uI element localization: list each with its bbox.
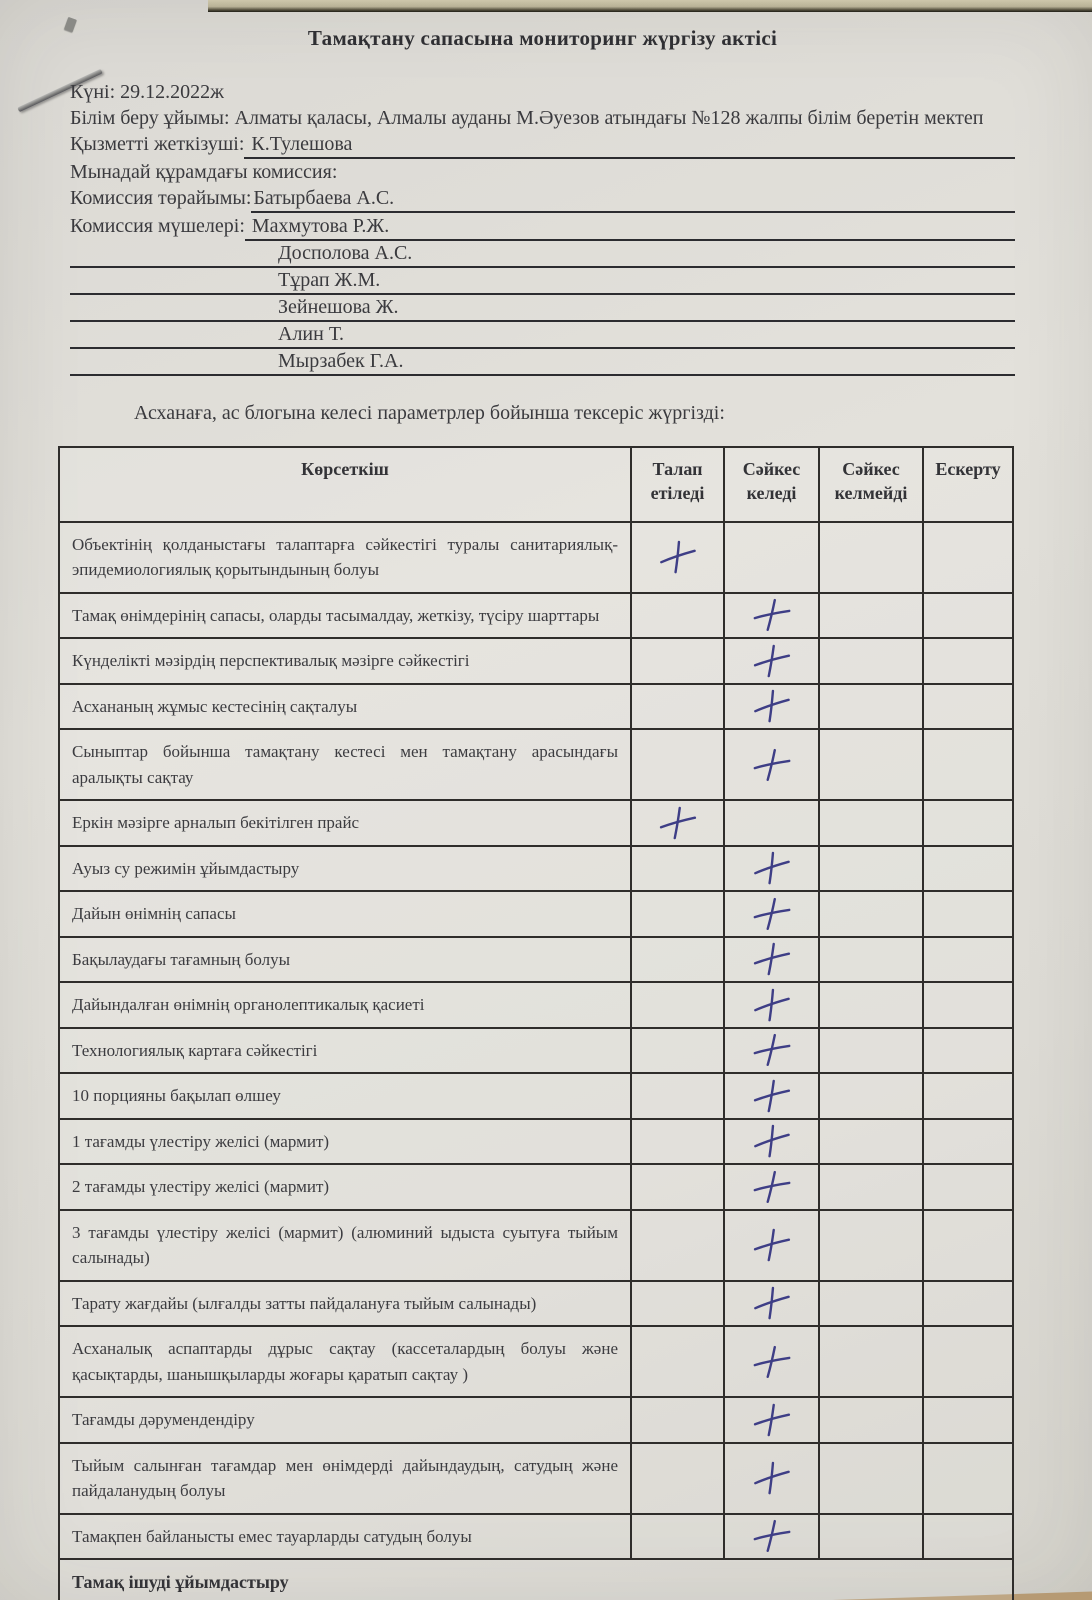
empty-cell [819, 1028, 923, 1074]
empty-cell [819, 1164, 923, 1210]
handwritten-check-cell [724, 1397, 819, 1443]
row-label: Дайын өнімнің сапасы [59, 891, 631, 937]
handwritten-check-cell [724, 1119, 819, 1165]
handwritten-check-cell [724, 982, 819, 1028]
table-row [59, 1119, 1013, 1165]
commission-member-line [70, 268, 1015, 295]
column-header: Сәйкес келмейді [819, 447, 923, 522]
row-label: Бақылаудағы тағамның болуы [59, 937, 631, 983]
commission-intro: Мынадай құрамдағы комиссия: [70, 161, 338, 183]
table-row [59, 1028, 1013, 1074]
empty-cell [631, 982, 724, 1028]
empty-cell [631, 593, 724, 639]
empty-cell [631, 1164, 724, 1210]
row-label: Ауыз су режимін ұйымдастыру [59, 846, 631, 892]
row-label: Дайындалған өнімнің органолептикалық қасиеті [59, 982, 631, 1028]
table-row [59, 937, 1013, 983]
commission-member-name: Алин Т. [278, 323, 345, 345]
empty-cell [923, 982, 1013, 1028]
table-row [59, 593, 1013, 639]
row-label: Тарату жағдайы (ылғалды затты пайдалануға тыйым салынады) [59, 1281, 631, 1327]
empty-cell [631, 1028, 724, 1074]
handwritten-check-cell [631, 800, 724, 846]
handwritten-check-cell [724, 593, 819, 639]
empty-cell [631, 1210, 724, 1281]
empty-cell [631, 1073, 724, 1119]
organization-line: Білім беру ұйымы: Алматы қаласы, Алмалы ауданы М.Әуезов атындағы №128 жалпы білім беретін мектеп [70, 107, 984, 129]
empty-cell [923, 593, 1013, 639]
table-row [59, 1397, 1013, 1443]
row-label: Күнделікті мәзірдің перспективалық мәзірге сәйкестігі [59, 638, 631, 684]
empty-cell [819, 1326, 923, 1397]
empty-cell [923, 1514, 1013, 1560]
empty-cell [631, 846, 724, 892]
commission-member-line [70, 295, 1015, 322]
empty-cell [819, 846, 923, 892]
table-row [59, 522, 1013, 593]
row-label: 3 тағамды үлестіру желісі (мармит) (алюминий ыдыста суытуға тыйым салынады) [59, 1210, 631, 1281]
date-line: Күні: 29.12.2022ж [70, 81, 224, 103]
empty-cell [631, 1281, 724, 1327]
plus-check-icon [751, 1401, 792, 1438]
provider-name: К.Тулешова [244, 131, 1015, 159]
plus-check-icon [751, 1343, 793, 1381]
empty-cell [819, 593, 923, 639]
plus-check-icon [751, 596, 793, 634]
empty-cell [631, 937, 724, 983]
plus-check-icon [751, 941, 792, 978]
handwritten-check-cell [724, 937, 819, 983]
desk-edge [208, 0, 1092, 12]
plus-check-icon [656, 538, 698, 577]
empty-cell [819, 638, 923, 684]
empty-cell [923, 800, 1013, 846]
table-row [59, 1073, 1013, 1119]
row-label: 2 тағамды үлестіру желісі (мармит) [59, 1164, 631, 1210]
row-label: Технологиялық картаға сәйкестігі [59, 1028, 631, 1074]
handwritten-check-cell [724, 638, 819, 684]
empty-cell [631, 1443, 724, 1514]
row-label: Объектінің қолданыстағы талаптарға сәйкестігі туралы санитариялық-эпидемиологиялық қорытындының болуы [59, 522, 631, 593]
empty-cell [923, 891, 1013, 937]
empty-cell [631, 684, 724, 730]
empty-cell [631, 638, 724, 684]
table-row [59, 891, 1013, 937]
table-row [59, 1514, 1013, 1560]
empty-cell [923, 1210, 1013, 1281]
handwritten-check-cell [724, 1164, 819, 1210]
plus-check-icon [751, 1077, 792, 1114]
empty-cell [819, 1443, 923, 1514]
commission-member-name: Досполова А.С. [278, 242, 413, 264]
handwritten-check-cell [724, 729, 819, 800]
commission-chair-line [70, 185, 1015, 213]
empty-cell [631, 891, 724, 937]
commission-member-line [70, 241, 1015, 268]
row-label: 1 тағамды үлестіру желісі (мармит) [59, 1119, 631, 1165]
empty-cell [819, 891, 923, 937]
empty-cell [923, 729, 1013, 800]
handwritten-check-cell [724, 846, 819, 892]
commission-member-name: Мырзабек Г.А. [278, 350, 404, 372]
row-label: Тамақпен байланысты емес тауарларды сатудың болуы [59, 1514, 631, 1560]
provider-line [70, 131, 1015, 159]
empty-cell [631, 1326, 724, 1397]
row-label: 10 порцияны бақылап өлшеу [59, 1073, 631, 1119]
plus-check-icon [750, 1459, 792, 1498]
provider-label: Қызметті жеткізуші: [70, 133, 245, 155]
table-row [59, 982, 1013, 1028]
plus-check-icon [751, 1168, 793, 1206]
plus-check-icon [751, 746, 793, 784]
row-label: Тамақ өнімдерінің сапасы, оларды тасымалдау, жеткізу, түсіру шарттары [59, 593, 631, 639]
plus-check-icon [751, 642, 792, 679]
handwritten-check-cell [724, 1326, 819, 1397]
empty-cell [923, 1028, 1013, 1074]
commission-member-line [70, 322, 1015, 349]
commission-member-line [70, 349, 1015, 376]
commission-chair-name: Батырбаева А.С. [251, 185, 1015, 213]
empty-cell [631, 1119, 724, 1165]
table-header-row [59, 447, 1013, 522]
commission-members-line [70, 213, 1015, 241]
inspection-table [58, 446, 1014, 1600]
plus-check-icon [751, 1031, 793, 1069]
row-label: Асханалық аспаптарды дұрыс сақтау (кассеталардың болуы және қасықтарды, шанышқыларды жоғары қаратып сақтау ) [59, 1326, 631, 1397]
empty-cell [631, 1514, 724, 1560]
empty-cell [819, 684, 923, 730]
empty-cell [923, 1397, 1013, 1443]
empty-cell [923, 638, 1013, 684]
table-row [59, 1164, 1013, 1210]
document-page [70, 20, 1015, 1600]
table-row [59, 684, 1013, 730]
empty-cell [819, 982, 923, 1028]
plus-check-icon [751, 1227, 792, 1264]
table-row [59, 1326, 1013, 1397]
empty-cell [819, 1073, 923, 1119]
table-row [59, 1281, 1013, 1327]
plus-check-icon [751, 895, 793, 933]
handwritten-check-cell [724, 1073, 819, 1119]
empty-cell [923, 937, 1013, 983]
handwritten-check-cell [724, 684, 819, 730]
footer-row-label: Тамақ ішуді ұйымдастыру [59, 1559, 1013, 1600]
plus-check-icon [750, 985, 792, 1024]
table-footer-row [59, 1559, 1013, 1600]
empty-cell [819, 729, 923, 800]
row-label: Сыныптар бойынша тамақтану кестесі мен тамақтану арасындағы аралықты сақтау [59, 729, 631, 800]
empty-cell [724, 800, 819, 846]
plus-check-icon [750, 849, 792, 888]
column-header: Көрсеткіш [59, 447, 631, 522]
empty-cell [923, 1326, 1013, 1397]
empty-cell [923, 1281, 1013, 1327]
commission-member-name: Махмутова Р.Ж. [245, 213, 1015, 241]
handwritten-check-cell [724, 1210, 819, 1281]
empty-cell [819, 1210, 923, 1281]
handwritten-check-cell [724, 1443, 819, 1514]
table-row [59, 1210, 1013, 1281]
row-label: Тыйым салынған тағамдар мен өнімдерді дайындаудың, сатудың және пайдаланудың болуы [59, 1443, 631, 1514]
plus-check-icon [750, 1284, 792, 1323]
page-title: Тамақтану сапасына мониторинг жүргізу актісі [307, 26, 778, 50]
table-row [59, 729, 1013, 800]
row-label: Асхананың жұмыс кестесінің сақталуы [59, 684, 631, 730]
commission-chair-label: Комиссия төрайымы: [70, 187, 252, 209]
empty-cell [631, 729, 724, 800]
handwritten-check-cell [724, 1028, 819, 1074]
handwritten-check-cell [631, 522, 724, 593]
plus-check-icon [750, 1122, 792, 1161]
row-label: Тағамды дәрумендендіру [59, 1397, 631, 1443]
commission-members-label: Комиссия мүшелері: [70, 215, 245, 237]
empty-cell [819, 1514, 923, 1560]
table-row [59, 800, 1013, 846]
column-header: Ескерту [923, 447, 1013, 522]
empty-cell [923, 1073, 1013, 1119]
empty-cell [923, 846, 1013, 892]
empty-cell [631, 1397, 724, 1443]
empty-cell [923, 684, 1013, 730]
empty-cell [923, 1119, 1013, 1165]
empty-cell [923, 1443, 1013, 1514]
table-row [59, 1443, 1013, 1514]
empty-cell [923, 1164, 1013, 1210]
commission-member-name: Зейнешова Ж. [278, 296, 399, 318]
empty-cell [819, 522, 923, 593]
empty-cell [819, 937, 923, 983]
table-row [59, 846, 1013, 892]
plus-check-icon [750, 687, 792, 726]
empty-cell [819, 800, 923, 846]
empty-cell [819, 1281, 923, 1327]
column-header: Талап етіледі [631, 447, 724, 522]
commission-member-name: Тұрап Ж.М. [278, 269, 381, 291]
empty-cell [724, 522, 819, 593]
handwritten-check-cell [724, 1281, 819, 1327]
empty-cell [819, 1397, 923, 1443]
section-heading: Асханаға, ас блогына келесі параметрлер бойынша тексеріс жүргізді: [134, 402, 725, 424]
commission-members-list [70, 241, 1015, 376]
column-header: Сәйкес келеді [724, 447, 819, 522]
table-row [59, 638, 1013, 684]
handwritten-check-cell [724, 891, 819, 937]
handwritten-check-cell [724, 1514, 819, 1560]
plus-check-icon [657, 804, 698, 841]
empty-cell [923, 522, 1013, 593]
plus-check-icon [751, 1517, 793, 1555]
row-label: Еркін мәзірге арналып бекітілген прайс [59, 800, 631, 846]
empty-cell [819, 1119, 923, 1165]
